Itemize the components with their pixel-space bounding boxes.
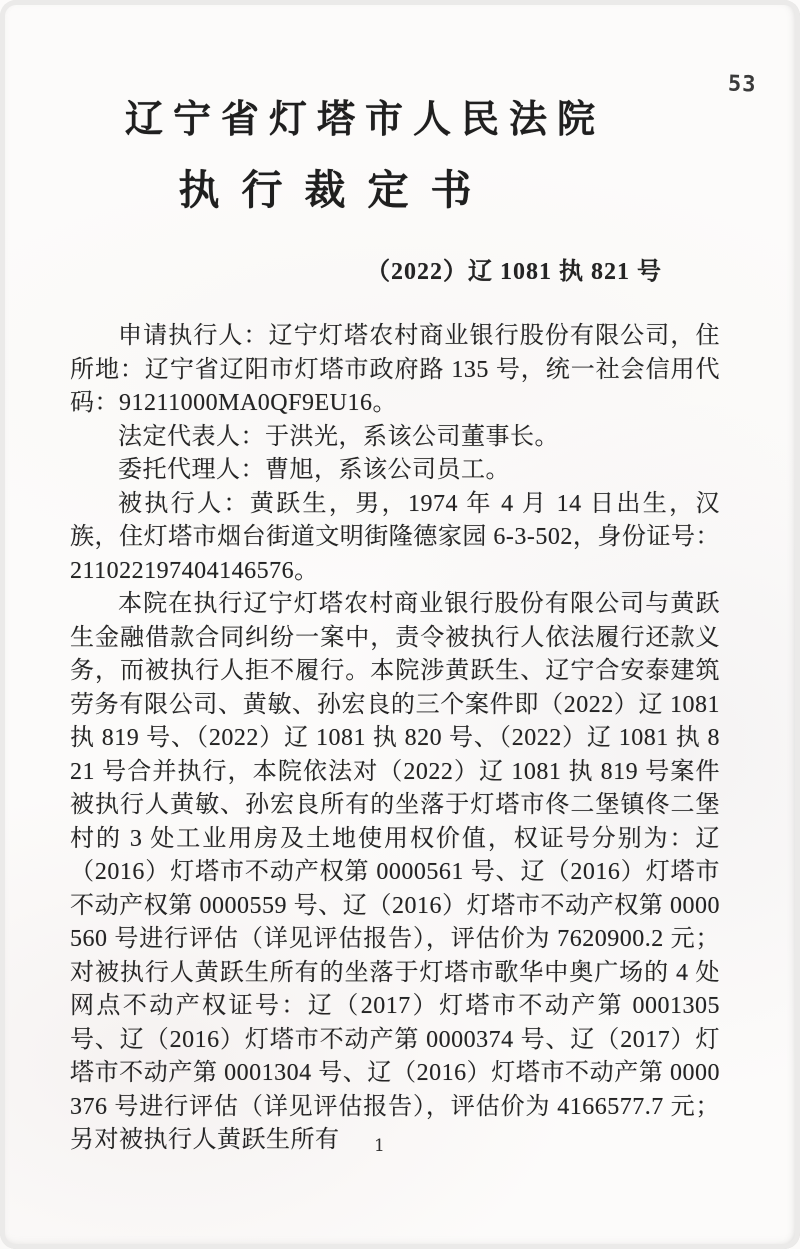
footer-page-number: 1	[374, 1136, 385, 1156]
paragraph: 本院在执行辽宁灯塔农村商业银行股份有限公司与黄跃生金融借款合同纠纷一案中，责令被执行人依法履行还款义务，而被执行人拒不履行。本院涉黄跃生、辽宁合安泰建筑劳务有限公司、黄敏、孙宏良的三个案件即（2022）辽 1081 执 819 号、（2022）辽 1081 执 820 号、（2022）辽 1081 执 821 号合并执行，本院依法对（2022）辽 1081 执 819 号案件被执行人黄敏、孙宏良所有的坐落于灯塔市佟二堡镇佟二堡村的 3 处工业用房及土地使用权价值，权证号分别为：辽（2016）灯塔市不动产权第 0000561 号、辽（2016）灯塔市不动产权第 0000559 号、辽（2016）灯塔市不动产权第 0000560 号进行评估（详见评估报告），评估价为 7620900.2 元；对被执行人黄跃生所有的坐落于灯塔市歌华中奥广场的 4 处网点不动产权证号：辽（2017）灯塔市不动产第 0001305 号、辽（2016）灯塔市不动产第 0000374 号、辽（2017）灯塔市不动产第 0001304 号、辽（2016）灯塔市不动产第 0000376 号进行评估（详见评估报告），评估价为 4166577.7 元；另对被执行人黄跃生所有	[70, 591, 720, 1153]
paragraph: 委托代理人：曹旭，系该公司员工。	[118, 457, 510, 483]
document-title: 执行裁定书	[178, 167, 494, 213]
paragraph: 申请执行人：辽宁灯塔农村商业银行股份有限公司，住所地：辽宁省辽阳市灯塔市政府路 135 号，统一社会信用代码：91211000MA0QF9EU16。	[70, 323, 720, 416]
paragraph: 法定代表人：于洪光，系该公司董事长。	[118, 423, 559, 450]
case-number: （2022）辽 1081 执 821 号	[366, 259, 662, 285]
court-name: 辽宁省灯塔市人民法院	[124, 99, 605, 141]
document-body	[70, 320, 720, 1158]
paragraph: 被执行人：黄跃生，男，1974 年 4 月 14 日出生，汉族，住灯塔市烟台街道文明街隆德家园 6-3-502，身份证号：211022197404146576。	[70, 490, 720, 584]
page-corner-number: 53	[727, 71, 757, 98]
